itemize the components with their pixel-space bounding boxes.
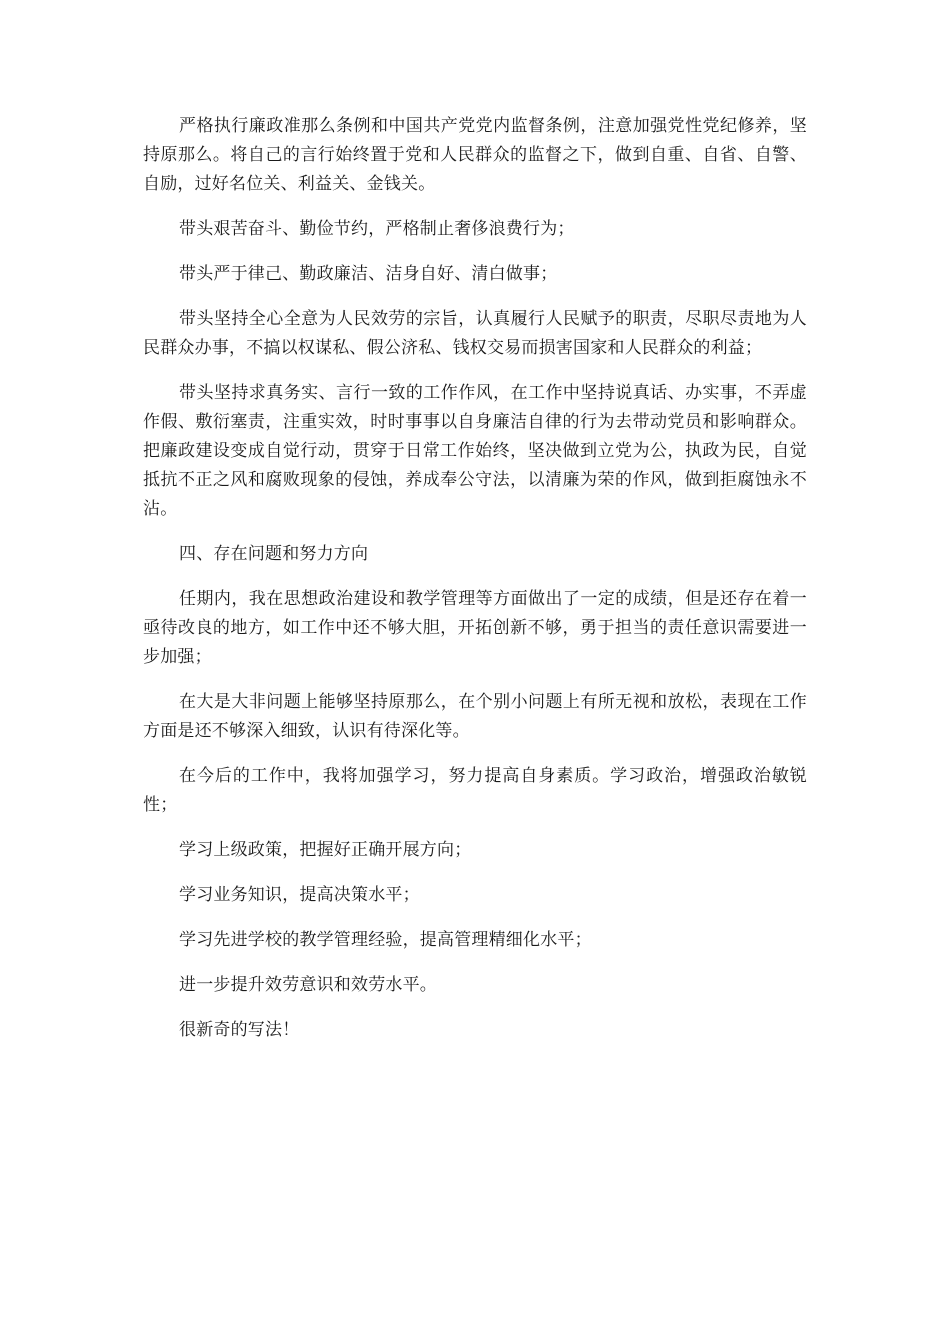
document-body (143, 112, 807, 1061)
paragraph-work-style: 带头坚持求真务实、言行一致的工作作风，在工作中坚持说真话、办实事，不弄虚作假、敷衍塞责，注重实效，时时事事以自身廉洁自律的行为去带动党员和影响群众。把廉政建设变成自觉行动，贯穿于日常工作始终，坚决做到立党为公，执政为民，自觉抵抗不正之风和腐败现象的侵蚀，养成奉公守法，以清廉为荣的作风，做到拒腐蚀永不沾。 (143, 383, 807, 519)
paragraph-principles: 在大是大非问题上能够坚持原那么，在个别小问题上有所无视和放松，表现在工作方面是还不够深入细致，认识有待深化等。 (143, 692, 807, 741)
paragraph-knowledge: 学习业务知识，提高决策水平； (179, 885, 420, 905)
section-heading-problems: 四、存在问题和努力方向 (179, 544, 369, 564)
paragraph-self-discipline: 带头严于律己、勤政廉洁、洁身自好、清白做事； (179, 264, 558, 284)
paragraph-discipline: 严格执行廉政准那么条例和中国共产党党内监督条例，注意加强党性党纪修养，坚持原那么。将自己的言行始终置于党和人民群众的监督之下，做到自重、自省、自警、自励，过好名位关、利益关、金钱关。 (143, 116, 807, 194)
paragraph-frugality: 带头艰苦奋斗、勤俭节约，严格制止奢侈浪费行为； (179, 219, 575, 239)
paragraph-serve-people: 带头坚持全心全意为人民效劳的宗旨，认真履行人民赋予的职责，尽职尽责地为人民群众办事，不搞以权谋私、假公济私、钱权交易而损害国家和人民群众的利益； (143, 309, 807, 358)
paragraph-closing-remark: 很新奇的写法！ (179, 1020, 300, 1040)
paragraph-service: 进一步提升效劳意识和效劳水平。 (179, 975, 437, 995)
paragraph-future-study: 在今后的工作中，我将加强学习，努力提高自身素质。学习政治，增强政治敏锐性； (143, 766, 807, 815)
paragraph-policy: 学习上级政策，把握好正确开展方向； (179, 840, 472, 860)
paragraph-term-review: 任期内，我在思想政治建设和教学管理等方面做出了一定的成绩，但是还存在着一亟待改良的地方，如工作中还不够大胆，开拓创新不够，勇于担当的责任意识需要进一步加强； (143, 589, 807, 667)
paragraph-management: 学习先进学校的教学管理经验，提高管理精细化水平； (179, 930, 592, 950)
